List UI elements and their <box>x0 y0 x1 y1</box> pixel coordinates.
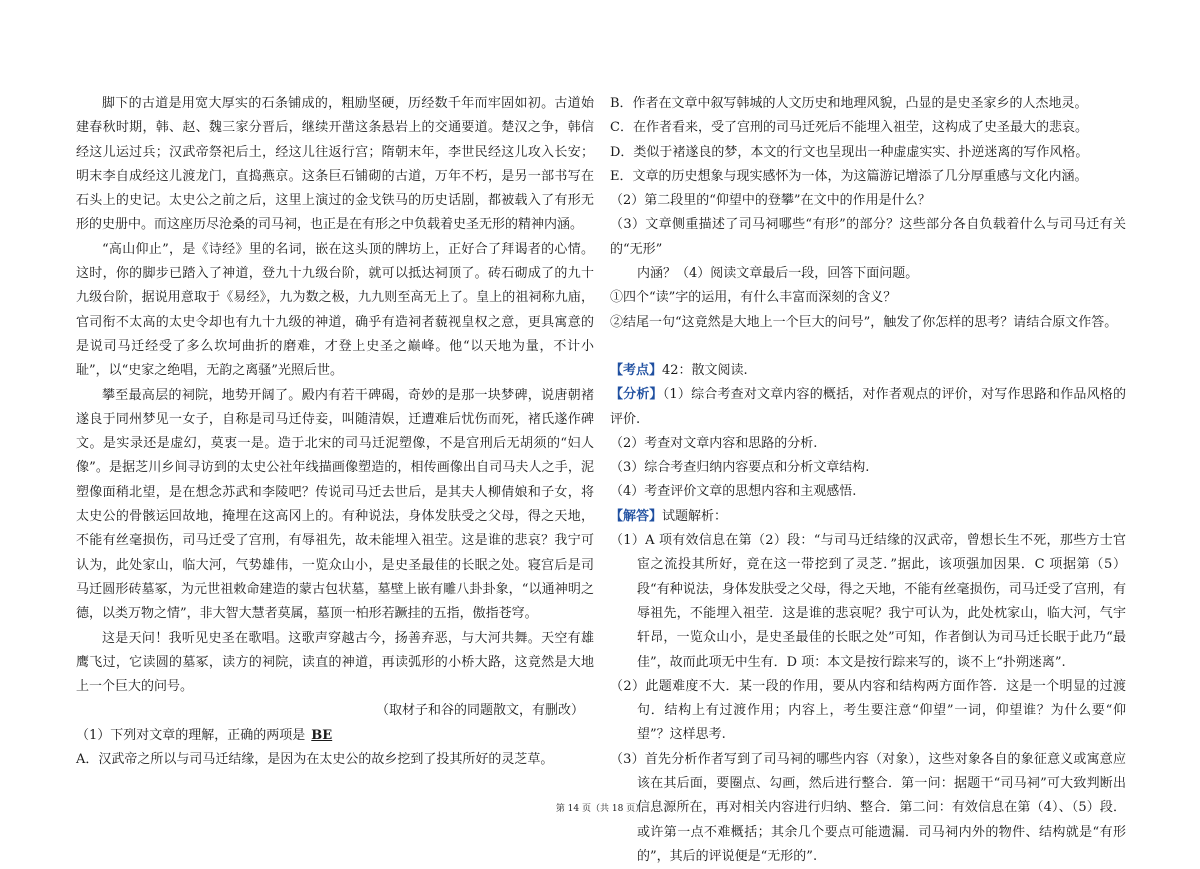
fenxi-item-2: （2）考查对文章内容和思路的分析. <box>610 435 818 451</box>
fenxi-item-1: （1）综合考查对文章内容的概括，对作者观点的评价，对写作思路和作品风格的评价. <box>610 387 1126 427</box>
fenxi-label: 【分析】 <box>610 387 663 403</box>
paragraph-3: 攀至最高层的祠院，地势开阔了。殿内有若干碑碣，奇妙的是那一块梦碑，说唐朝褚遂良于同州梦见一女子，自称是司马迁侍妾，叫随清娱，迁遭难后忧伤而死，褚氏遂作碑文。是实录还是虚幻，莫衷一是。造于北宋的司马迁泥塑像，不是宫刑后无胡须的“妇人像”。是据芝川乡间寻访到的太史公社年线描画像塑造的，相传画像出自司马夫人之手，泥塑像面稍北望，是在想念苏武和李陵吧？传说司马迁去世后，是其夫人柳倩娘和子女，将太史公的骨骸运回故地，掩埋在这高冈上的。有种说法，身体发肤受之父母，得之天地，不能有丝毫损伤，司马迁受了宫刑，有辱祖先，故未能埋入祖茔。这是谁的悲哀？我宁可认为，此处家山，临大河，气势雄伟，一览众山小，是史圣最佳的长眠之处。寝宫后是司马迁圆形砖墓冢，为元世祖敕命建造的蒙古包状墓，墓壁上嵌有雕八卦卦象，“以通神明之德，以类万物之情”，非大智大慧者莫属，墓顶一柏形若蹶挂的五指，傲指苍穹。 <box>76 387 594 622</box>
jieda-text: 试题解析： <box>662 508 728 524</box>
paragraph-2: “高山仰止”，是《诗经》里的名词，嵌在这头顶的牌坊上，正好合了拜谒者的心情。这时，你的脚步已踏入了神道，登九十九级台阶，就可以抵达祠顶了。砖石砌成了的九十九级台阶，据说用意取于《易经》，九为数之极，九九则至高无上了。皇上的祖祠称九庙，官司衔不太高的太史令却也有九十九级的神道，确乎有造祠者藐视皇权之意，更具寓意的是说司马迁经受了多么坎坷曲折的磨难，才登上史圣之巅峰。他“以天地为量，不计小耻”，以“史家之绝唱，无韵之离骚”光照后世。 <box>76 241 594 379</box>
fenxi-item-4: （4）考查评价文章的思想内容和主观感悟. <box>610 484 857 500</box>
page-footer: 第 14 页（共 18 页） <box>555 804 645 814</box>
question-4-1: ①四个“读”字的运用，有什么丰富而深刻的含义？ <box>610 290 897 306</box>
question-2: （2）第二段里的“仰望中的登攀”在文中的作用是什么？ <box>610 193 931 209</box>
option-d: D．类似于褚遂良的梦，本文的行文也呈现出一种虚虚实实、扑逆迷离的写作风格。 <box>610 144 1089 160</box>
option-e: E．文章的历史想象与现实感怀为一体，为这篇游记增添了几分厚重感与文化内涵。 <box>610 168 1088 184</box>
option-a: A．汉武帝之所以与司马迁结缘，是因为在太史公的故乡挖到了投其所好的灵芝草。 <box>76 752 554 768</box>
question-1-answer: BE <box>311 727 333 743</box>
jieda <box>610 505 1126 529</box>
source-note: （取材子和谷的同题散文，有删改） <box>375 703 584 719</box>
fenxi-item-3: （3）综合考查归纳内容要点和分析文章结构. <box>610 460 870 476</box>
answer-1: （1）A 项有效信息在第（2）段：“与司马迁结缘的汉武帝，曾想长生不死，那些方士官宦之流投其所好，竟在这一带挖到了灵芝．”据此，该项强加因果．C 项据第（5）段“有种说法，身体发肤受之父母，得之天地，不能有丝毫损伤，司马迁受了宫刑，有辱祖先，不能埋入祖茔．这是谁的悲哀呢？我宁可认为，此处枕家山，临大河，气宇轩昂，一览众山小，是史圣最佳的长眠之处”可知，作者倒认为司马迁长眠于此乃“最佳”，故而此项无中生有．D 项：本文是按行踪来写的，谈不上“扑朔迷离”. <box>610 533 1126 670</box>
jieda-label: 【解答】 <box>610 508 663 524</box>
right-column <box>610 92 1126 869</box>
question-1 <box>76 724 594 748</box>
paragraph-4: 这是天问！我听见史圣在歌唱。这歌声穿越古今，扬善弃恶，与大河共舞。天空有雄鹰飞过，它读圆的墓冢，读方的祠院，读直的神道，再读弧形的小桥大路，这竟然是大地上一个巨大的问号。 <box>76 630 594 695</box>
left-column <box>76 92 594 772</box>
answer-2: （2）此题难度不大．某一段的作用，要从内容和结构两方面作答．这是一个明显的过渡句．结构上有过渡作用；内容上，考生要注意“仰望”一词，仰望谁？为什么要“仰望”？这样思考. <box>610 678 1126 743</box>
fenxi <box>610 383 1126 432</box>
spacer <box>610 335 1126 359</box>
paragraph-1: 脚下的古道是用宽大厚实的石条铺成的，粗励坚硬，历经数千年而牢固如初。古道始建春秋时期，韩、赵、魏三家分晋后，继续开凿这条悬岩上的交通要道。楚汉之争，韩信经这儿运过兵；汉武帝祭祀后土，经这儿往返行宫；隋朝末年，李世民经这儿攻入长安；明末李自成经这儿渡龙门，直捣燕京。这条巨石铺砌的古道，万年不朽，是另一部书写在石头上的史记。太史公之前之后，这里上演过的金戈铁马的历史话剧，都被载入了有形无形的史册中。而这座历尽沧桑的司马祠，也正是在有形之中负载着史圣无形的精神内涵。 <box>76 96 594 233</box>
answer-3: （3）首先分析作者写到了司马祠的哪些内容（对象），这些对象各自的象征意义或寓意应该在其后面，要圈点、勾画，然后进行整合．第一问：据题干“司马祠”可大致判断出信息源所在，再对相关内容进行归纳、整合．第二问：有效信息在第（4）、（5）段．或许第一点不难概括；其余几个要点可能遗漏．司马祠内外的物件、结构就是“有形的”，其后的评说便是“无形的”. <box>610 751 1126 864</box>
option-b: B．作者在文章中叙写韩城的人文历史和地理风貌，凸显的是史圣家乡的人杰地灵。 <box>610 96 1088 111</box>
question-3-line-1: （3）文章侧重描述了司马祠哪些“有形”的部分？这些部分各自负载着什么与司马迁有关的“无形” <box>610 217 1126 257</box>
question-1-text: （1）下列对文章的理解，正确的两项是 <box>76 727 306 743</box>
question-3-line-2: 内涵？（4）阅读文章最后一段，回答下面问题。 <box>637 266 919 282</box>
question-4-2: ②结尾一句“这竟然是大地上一个巨大的问号”，触发了你怎样的思考？请结合原文作答。 <box>610 314 1118 330</box>
kaodian-label: 【考点】 <box>610 362 663 378</box>
kaodian-text: 42：散文阅读. <box>662 362 748 378</box>
option-c: C．在作者看来，受了宫刑的司马迁死后不能埋入祖茔，这构成了史圣最大的悲哀。 <box>610 120 1088 136</box>
kaodian <box>610 359 1126 383</box>
